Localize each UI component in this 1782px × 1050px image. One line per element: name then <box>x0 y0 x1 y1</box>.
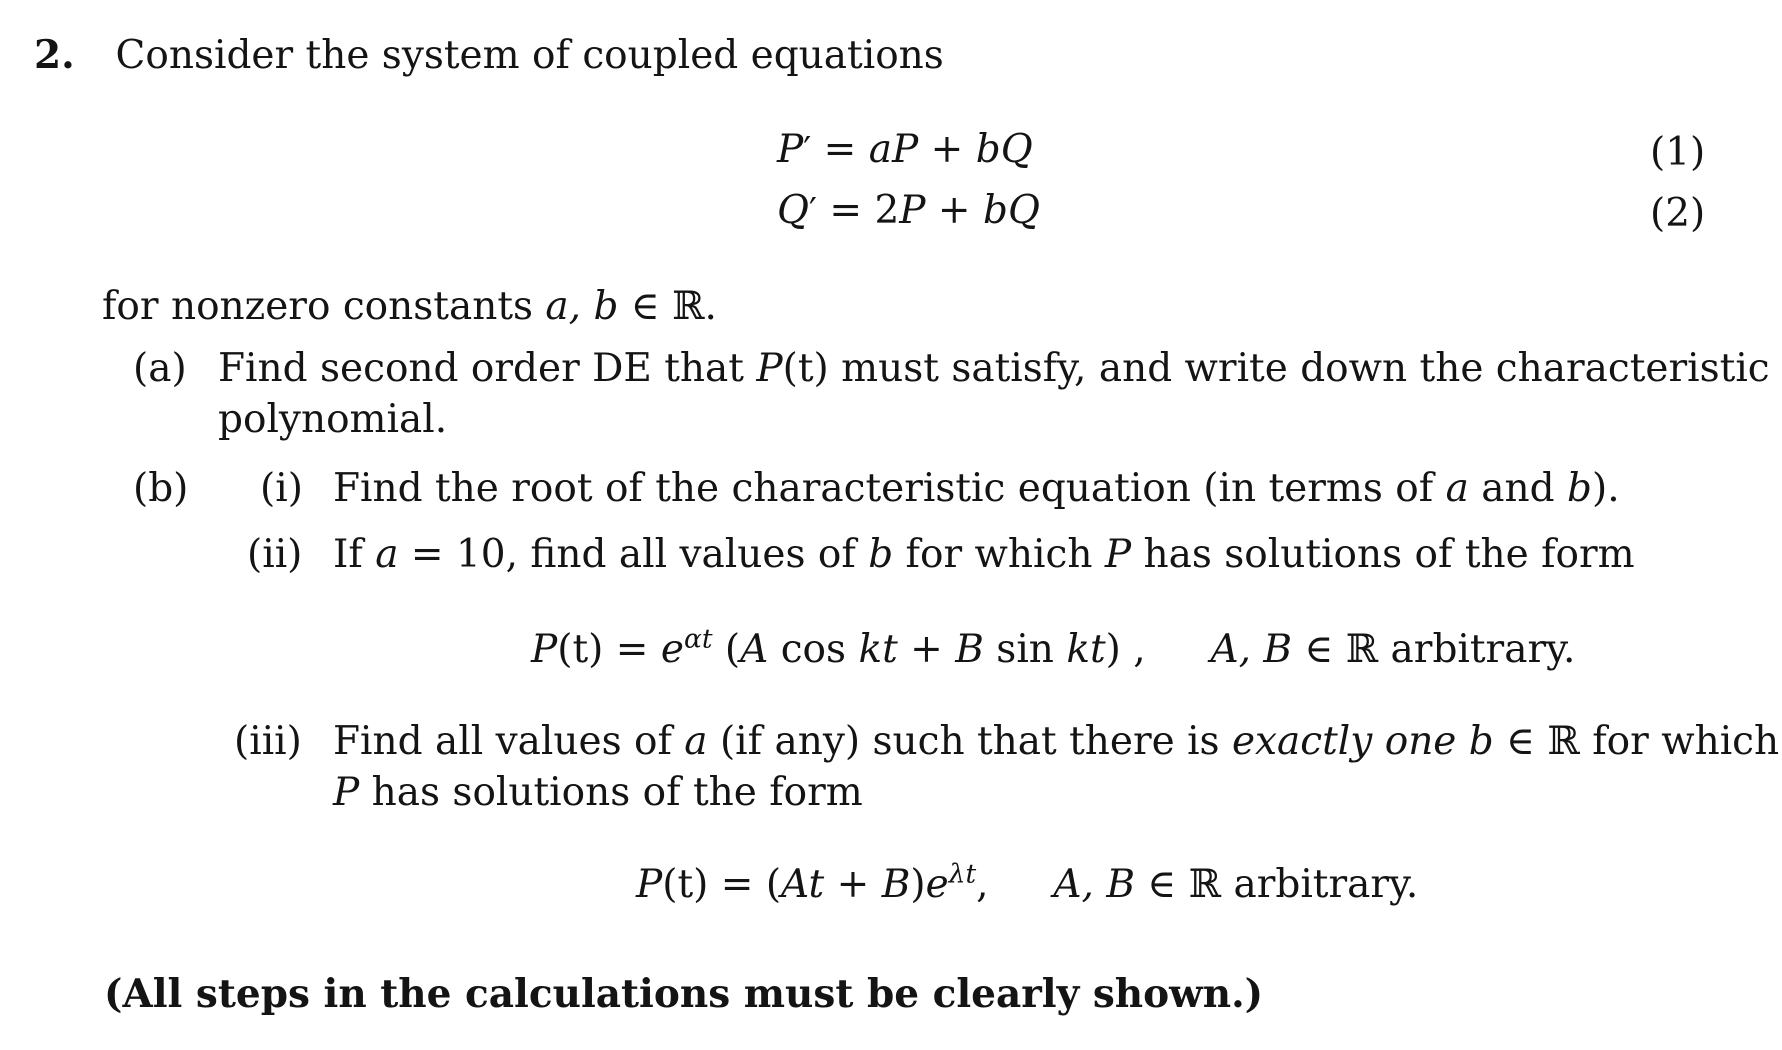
f3-base: e <box>925 862 949 907</box>
problem-header <box>34 32 944 78</box>
eq1-plus: + <box>930 127 964 172</box>
b-iii-v1: a <box>684 719 708 764</box>
b-iii-l2-var: P <box>333 770 360 815</box>
b-ii-t4: has solutions of the form <box>1131 532 1635 577</box>
b-ii-t3: for which <box>893 532 1105 577</box>
formula-ii <box>531 623 1576 672</box>
condition-text: for nonzero constants <box>102 284 546 329</box>
eq2-plus: + <box>937 188 971 233</box>
equals-sign: = <box>829 188 875 233</box>
f3-exponent: λt <box>948 858 977 890</box>
part-b-iii-line-2 <box>333 770 863 815</box>
equation-2 <box>777 188 1040 233</box>
footer-note: (All steps in the calculations must be clearly shown.) <box>104 971 1264 1017</box>
part-b-i-text <box>333 466 1620 511</box>
b-i-var-a: a <box>1445 466 1469 511</box>
f2-lhs: P <box>531 627 558 672</box>
b-iii-l2-text: has solutions of the form <box>359 770 863 815</box>
condition-line <box>102 284 717 329</box>
b-ii-v2: b <box>868 532 894 577</box>
part-b-iii-line-1 <box>333 719 1780 764</box>
eq2-lhs: Q <box>777 188 809 233</box>
f2-plus: + <box>897 627 956 672</box>
b-i-var-b: b <box>1567 466 1592 511</box>
b-i-text-pre: Find the root of the characteristic equation (in terms of <box>333 466 1446 511</box>
f2-base: e <box>660 627 684 672</box>
part-b-ii-text <box>333 532 1635 577</box>
f2-close: ) , <box>1105 627 1146 672</box>
f2-exponent: αt <box>683 623 713 655</box>
part-a-line-2: polynomial. <box>218 397 448 442</box>
f3-tail: ∈ ℝ arbitrary. <box>1134 862 1419 907</box>
part-a-arg: (t) <box>782 346 829 391</box>
equation-label-2: (2) <box>1650 191 1706 236</box>
prime-mark: ′ <box>803 130 812 171</box>
b-ii-t1: If <box>333 532 376 577</box>
f3-comma: , <box>976 862 989 907</box>
f2-tail: ∈ ℝ arbitrary. <box>1292 627 1576 672</box>
f2-lhs-arg: (t) <box>557 627 604 672</box>
equals-sign: = <box>823 127 869 172</box>
part-b-i-label: (i) <box>260 466 303 511</box>
f3-close: ) <box>910 862 926 907</box>
eq2-var-q: Q <box>1007 188 1040 233</box>
eq1-coef-b: b <box>975 127 1001 172</box>
part-b-ii-label: (ii) <box>247 532 303 577</box>
part-b-iii-label: (iii) <box>234 719 302 764</box>
b-i-and: and <box>1468 466 1568 511</box>
condition-set: ∈ ℝ. <box>618 284 717 329</box>
b-i-text-post: ). <box>1591 466 1620 511</box>
f3-At: At <box>781 862 825 907</box>
part-b-label: (b) <box>133 466 189 511</box>
f2-kt1: kt <box>858 627 898 672</box>
prime-mark: ′ <box>808 191 817 232</box>
f3-B: B <box>881 862 911 907</box>
f3-plus: + <box>824 862 882 907</box>
f2-vars: A, B <box>1210 627 1293 672</box>
f2-eq: = <box>603 627 661 672</box>
part-a-func: P <box>756 346 783 391</box>
b-ii-v1: a <box>375 532 399 577</box>
f2-open: ( <box>712 627 741 672</box>
b-iii-t1: Find all values of <box>333 719 685 764</box>
f2-B: B <box>955 627 984 672</box>
f2-sin: sin <box>983 627 1067 672</box>
f2-cos: cos <box>768 627 859 672</box>
b-iii-emph: exactly one <box>1231 719 1457 764</box>
condition-vars: a, b <box>545 284 619 329</box>
f3-eq: = ( <box>708 862 782 907</box>
part-a-text-post: must satisfy, and write down the characteristic <box>828 346 1770 391</box>
f3-lhs: P <box>636 862 663 907</box>
eq2-coef-b: b <box>983 188 1008 233</box>
eq1-coef-a: a <box>868 127 892 172</box>
b-ii-v3: P <box>1104 532 1132 577</box>
equation-1 <box>777 127 1033 172</box>
problem-number: 2. <box>34 32 75 78</box>
b-iii-t3: ∈ ℝ for which <box>1493 719 1780 764</box>
eq2-coef-2: 2 <box>874 188 900 233</box>
eq1-var-q: Q <box>1000 127 1033 172</box>
part-a-text-pre: Find second order DE that <box>218 346 757 391</box>
eq1-var-p: P <box>891 127 919 172</box>
b-iii-v2: b <box>1456 719 1494 764</box>
eq1-lhs: P <box>777 127 804 172</box>
f3-vars: A, B <box>1053 862 1135 907</box>
eq2-var-p: P <box>899 188 926 233</box>
part-a-label: (a) <box>133 346 187 391</box>
f2-kt2: kt <box>1066 627 1106 672</box>
b-iii-t2: (if any) such that there is <box>707 719 1232 764</box>
problem-intro: Consider the system of coupled equations <box>115 33 944 78</box>
f2-A: A <box>740 627 769 672</box>
formula-iii <box>636 858 1419 907</box>
b-ii-t2: = 10, find all values of <box>398 532 869 577</box>
part-a-line-1 <box>218 346 1770 391</box>
f3-lhs-arg: (t) <box>662 862 709 907</box>
equation-label-1: (1) <box>1650 130 1706 175</box>
